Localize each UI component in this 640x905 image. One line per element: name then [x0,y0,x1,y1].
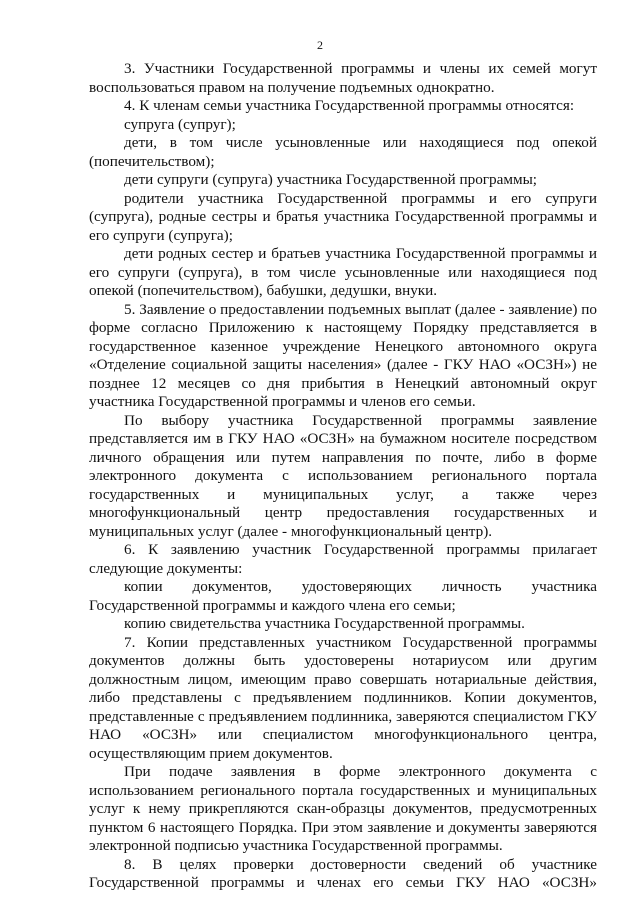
paragraph-item-3: 3. Участники Государственной программы и члены их семей могут воспользоваться правом на получение подъемных однократно. [89,60,597,96]
document-copy-certificate: копию свидетельства участника Государственной программы. [124,615,525,632]
family-member-nephews-grandparents: дети родных сестер и братьев участника Государственной программы и его супруги (супруга), в том числе усыновленные или находящиеся под опекой (попечительством), бабушки, дедушки, внуки. [89,245,597,299]
family-member-spouse-children: дети супруги (супруга) участника Государственной программы; [124,171,538,188]
paragraph-item-7: 7. Копии представленных участником Государственной программы документов должны быть удостоверены нотариусом или другим должностным лицом, имеющим право совершать нотариальные действия, либо представлены с предъявлением подлинников. Копии документов, представленные с предъявлением подлинника, заверяются специалистом ГКУ НАО «ОСЗН» или специалистом многофункционального центра, осуществляющим прием документов. [89,633,597,762]
paragraph-item-8: 8. В целях проверки достоверности сведений об участнике Государственной программы и членах его семьи ГКУ НАО «ОСЗН» [89,855,597,891]
paragraph-electronic-submission: При подаче заявления в форме электронного документа с использованием регионального портала государственных и муниципальных услуг к нему прикрепляются скан-образцы документов, предусмотренных пунктом 6 настоящего Порядка. При этом заявление и документы заверяются электронной подписью участника Государственной программы. [89,763,597,854]
family-member-children: дети, в том числе усыновленные или находящиеся под опекой (попечительством); [89,134,597,170]
paragraph-item-6: 6. К заявлению участник Государственной программы прилагает следующие документы: [89,541,597,577]
paragraph-item-5: 5. Заявление о предоставлении подъемных выплат (далее - заявление) по форме согласно Приложению к настоящему Порядку представляется в государственное казенное учреждение Ненецкого автономного округа «Отделение социальной защиты населения» (далее - ГКУ НАО «ОСЗН») не позднее 12 месяцев со дня прибытия в Ненецкий автономный округ участника Государственной программы и членов его семьи. [89,300,597,410]
document-body [89,60,597,893]
family-member-spouse: супруга (супруг); [124,115,236,133]
paragraph-submission-choice: По выбору участника Государственной программы заявление представляется им в ГКУ НАО «ОСЗН» на бумажном носителе посредством личного обращения или путем направления по почте, либо в форме электронного документа с использованием регионального портала государственных и муниципальных услуг, а также через многофункциональный центр предоставления государственных и муниципальных услуг (далее - многофункциональный центр). [89,411,597,540]
family-member-parents-siblings: родители участника Государственной программы и его супруги (супруга), родные сестры и братья участника Государственной программы и его супруги (супруга); [89,189,597,244]
document-copies-identity: копии документов, удостоверяющих личность участника Государственной программы и каждого члена его семьи; [89,578,597,614]
paragraph-item-4: 4. К членам семьи участника Государственной программы относятся: [124,97,575,114]
page-number: 2 [317,38,323,52]
